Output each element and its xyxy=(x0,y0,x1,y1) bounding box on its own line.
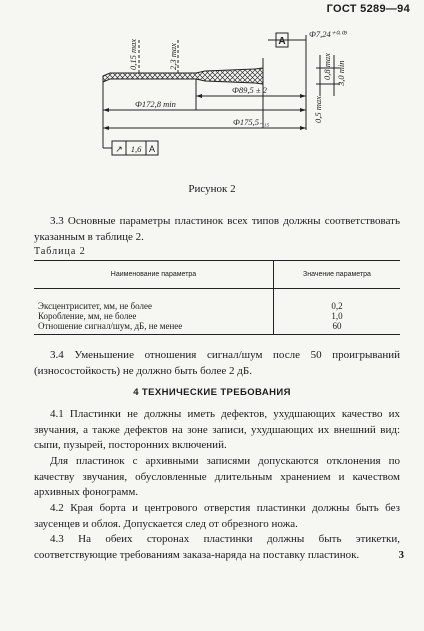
record-section xyxy=(103,68,263,84)
dim-hole-diameter: Ф7,24⁺⁰·⁰⁹ xyxy=(309,29,348,39)
dim-outer-diameter: Ф175,5₋₁₅ xyxy=(233,117,270,127)
row-name: Коробление, мм, не более xyxy=(38,311,137,321)
dim-thickness: 2,3 max xyxy=(168,43,178,70)
paragraph-4-3: 4.3 На обеих сторонах пластинки должны быть этикетки, соответствующие требованиям заказа-наряда на поставку пластинок. xyxy=(34,533,400,561)
runout-icon: ↗ xyxy=(115,145,123,155)
record-profile-figure xyxy=(0,0,424,180)
row-value: 1,0 xyxy=(274,311,401,321)
paragraph-4-1: 4.1 Пластинки не должны иметь дефектов, ухудшающих качество их звучания, а также дефектов на зоне записи, ухудшающих их внешний вид: сыпи, пузырей, посторонних включений. xyxy=(34,408,400,451)
runout-value: 1,6 xyxy=(130,144,142,154)
dim-center-thickness: 0,8 max xyxy=(322,53,332,80)
runout-datum: A xyxy=(148,144,156,154)
datum-label: A xyxy=(278,36,286,47)
paragraph-4-1-archive: Для пластинок с архивными записями допускаются отклонения по качеству звучания, обусловленные длительным хранением и качеством архивных фонограмм. xyxy=(34,455,400,498)
paragraph-3-4: 3.4 Уменьшение отношения сигнал/шум после 50 проигрываний (износостойкость) не должно быть более 2 дБ. xyxy=(34,349,400,377)
standard-header: ГОСТ 5289—94 xyxy=(326,3,410,15)
table-row xyxy=(34,289,400,312)
dim-label-diameter: Ф89,5 ± 2 xyxy=(232,85,267,95)
dim-recording-diameter: Ф172,8 min xyxy=(135,99,176,109)
section-heading: 4 ТЕХНИЧЕСКИЕ ТРЕБОВАНИЯ xyxy=(133,387,291,398)
table-caption: Таблица 2 xyxy=(34,246,86,257)
paragraph-4-2: 4.2 Края борта и центрового отверстия пластинки должны быть без заусенцев и облоя. Допускается след от обрезного ножа. xyxy=(34,502,400,530)
runout-tolerance-frame xyxy=(103,116,158,155)
table-row xyxy=(34,311,400,321)
figure-caption: Рисунок 2 xyxy=(188,183,236,195)
paragraph-3-3: 3.3 Основные параметры пластинок всех типов должны соответствовать указанным в таблице 2. xyxy=(34,215,400,243)
row-value: 0,2 xyxy=(274,289,401,312)
dim-min-thickness: 3,0 min xyxy=(336,60,346,86)
row-name: Эксцентриситет, мм, не более xyxy=(38,301,152,311)
dim-groove-depth: 0,15 max xyxy=(128,38,138,70)
row-value: 60 xyxy=(274,321,401,335)
row-name: Отношение сигнал/шум, дБ, не менее xyxy=(34,321,274,335)
parameters-table xyxy=(34,260,400,335)
dim-edge: 0,5 max xyxy=(313,96,323,123)
table-header-value: Значение параметра xyxy=(274,261,401,289)
table-row xyxy=(34,321,400,335)
table-header-name: Наименование параметра xyxy=(34,261,274,289)
page-number: 3 xyxy=(398,549,404,561)
